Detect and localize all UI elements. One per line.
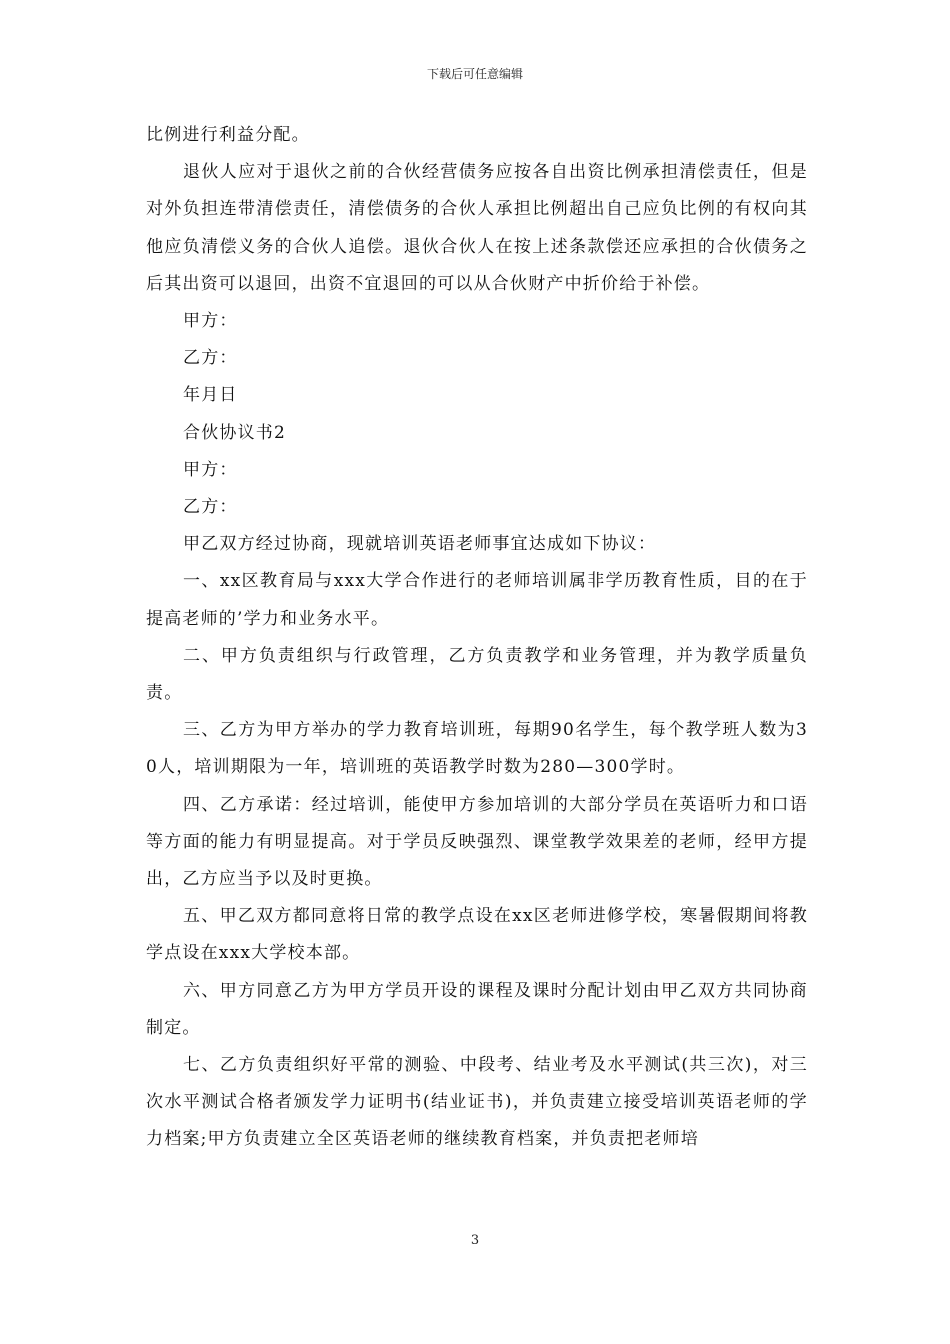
- paragraph: 退伙人应对于退伙之前的合伙经营债务应按各自出资比例承担清偿责任，但是对外负担连带清偿责任，清偿债务的合伙人承担比例超出自己应负比例的有权向其他应负清偿义务的合伙人追偿。退伙合伙人在按上述条款偿还应承担的合伙债务之后其出资可以退回，出资不宜退回的可以从合伙财产中折价给于补偿。: [146, 162, 808, 294]
- section-title: 合伙协议书2: [183, 422, 287, 443]
- clause-6: 六、甲方同意乙方为甲方学员开设的课程及课时分配计划由甲乙双方共同协商制定。: [146, 980, 808, 1038]
- paragraph: 甲乙双方经过协商，现就培训英语老师事宜达成如下协议：: [183, 534, 657, 555]
- page-header: 下载后可任意编辑: [426, 67, 523, 81]
- paragraph: 比例进行利益分配。: [146, 125, 310, 145]
- clause-3: 三、乙方为甲方举办的学力教育培训班，每期90名学生，每个教学班人数为30人，培训期限为一年，培训班的英语教学时数为280—300学时。: [146, 720, 808, 778]
- clause-4: 四、乙方承诺：经过培训，能使甲方参加培训的大部分学员在英语听力和口语等方面的能力有明显提高。对于学员反映强烈、课堂教学效果差的老师，经甲方提出，乙方应当予以及时更换。: [146, 794, 808, 890]
- signature-line-party-b: 乙方：: [183, 348, 238, 369]
- clause-7: 七、乙方负责组织好平常的测验、中段考、结业考及水平测试(共三次)，对三次水平测试合格者颁发学力证明书(结业证书)，并负责建立接受培训英语老师的学力档案;甲方负责建立全区英语老师的继续教育档案，并负责把老师培: [146, 1055, 808, 1150]
- party-b-line: 乙方：: [183, 497, 238, 518]
- document-body: [146, 117, 808, 1159]
- page-number: 3: [470, 1233, 480, 1248]
- clause-1: 一、xx区教育局与xxx大学合作进行的老师培训属非学历教育性质，目的在于提高老师的’学力和业务水平。: [146, 571, 808, 629]
- party-a-line: 甲方：: [183, 459, 238, 480]
- clause-5: 五、甲乙双方都同意将日常的教学点设在xx区老师进修学校，寒暑假期间将教学点设在xxx大学校本部。: [146, 906, 808, 964]
- clause-2: 二、甲方负责组织与行政管理，乙方负责教学和业务管理，并为教学质量负责。: [146, 645, 808, 704]
- date-line: 年月日: [183, 385, 238, 406]
- signature-line-party-a: 甲方：: [183, 311, 238, 332]
